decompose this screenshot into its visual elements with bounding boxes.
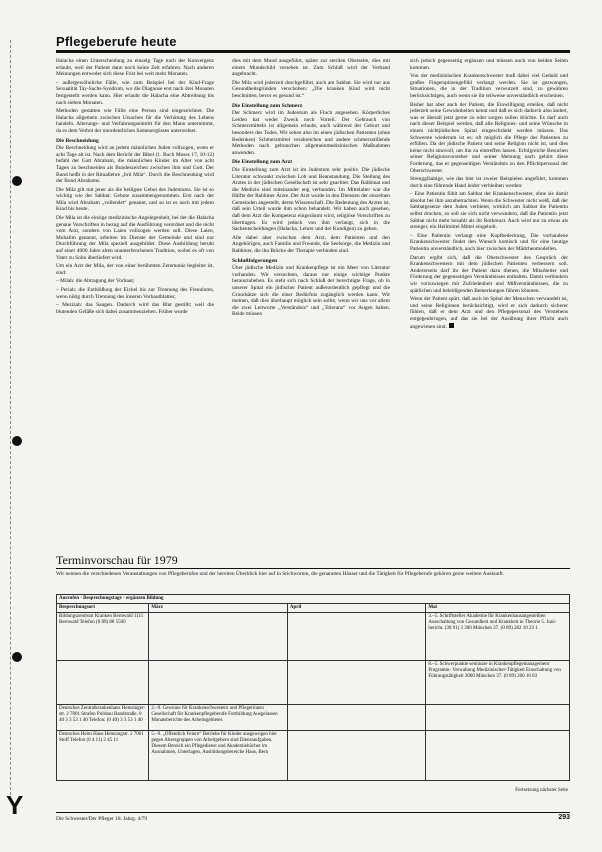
paragraph: Um ein Arzt der Mila, der von einer berühmten Zeremonie begleitet ist, sind: [56,263,214,276]
row-may [426,731,570,781]
paragraph: Über jüdische Medizin und Krankenpflege ist ein Meer von Literatur vorhanden. Wir versuchten, daraus nur einige wichtige Punkte herauszuheben. Es steht sich nach Schluß der berechtigte Frage, ob in unserer Spital ein jüdischer Patient außerordentlich gepflegt und die Grundsätze sich die einer Bedürfnis zugänglich werden kann. Wir meinen, daß dies überhaupt möglich sein sollte, wenn wir uns vor allem die zwei Leitworte „Verständnis“ und „Toleranz“ vor Augen halten. Beide müssen [232,265,390,318]
section-heading: Die Einstellung zum Arzt [232,159,293,166]
continuation-note: Fortsetzung nächster Seite [515,788,568,793]
schedule-category-header: Ausrufen · Besprechungstage · ergänzen Bildung [57,595,570,604]
corner-mark: Y [6,790,24,820]
page-title: Pflegeberufe heute [56,34,177,49]
paragraph: Die Einstellung zum Arzt ist im Judentum sehr positiv. Die jüdische Literatur schwankt zwischen Lob und Beanstandung. Die Stellung des Arztes in der jüdischen Gesellschaft ist sehr geachtet. Das Rabbinat und die Medizin sind miteinander eng verbunden. Im Mittelalter war die Hälfte der Rabbiner Ärzte. Der Arzt wurde in den Diensten der einzelnen Gemeinden angestellt, deren Wissenschaft. Die Bedeutung des Arztes ist, daß sein Urteil wurde ihm schon behandelt. Wir haben auch gesehen, daß dem Arzt die Kompetenz eingeräumt wird, religiöse Vorschriften zu übertragen. Es wird jedoch von ihm verlangt, sich in die Sachentscheidungen (Halacha, Lehrer und der Kundigen) zu gehen. [232,166,390,233]
schedule-intro: Wir nennen die verschiedenen Veranstaltungen von Pflegeberufen und der bereiten Überblick hier auf in Stichworten, die genannten Häuser und die Tätigkeit für Pflegeberufe gehören gerne weitere Auskunft. [56,571,505,577]
punch-hole [12,652,22,662]
margin-guide-line [10,40,13,800]
row-org: Bildungszentrum Kranken Bernwald 1111 Bernwald Telefon (0 89) 88 5500 [57,613,149,661]
row-march: 2.–9. Gewinne für Krankenschwestern und Pflegerinnen Gesellschaft für Krankenpflegeberufe Fortbildung Ausgelassen Monatsberichte des Arbeitsgebietes [149,705,288,731]
paragraph: Wenn der Patient spürt, daß auch im Spital der Menschen verwandelt ist, und seine Religionen berücksichtigt, wird er sich dadurch sicherer fühlen, daß er dem Arzt und den Pflegepersonal des Verstehens entgegenbringen, auf das sie bei der Ausübung ihrer Pflicht auch angewiesen sind. [410,296,568,330]
paragraph: – Milah: die Abtragung der Vorhaut; [56,278,135,285]
row-march: 5.–9. „Öffentlich Feiern“ Betriebe für Kinder ausgewogen hier gegen Altersgruppen von Arbeitgebern sind Dienstaufgaben. Diesem Bereich ein Pflegedienst und Akademiebücher im Ausnahmen, Unterlagen, Ausbildungsbereiche Haus, Bern [149,731,288,781]
row-may: 3.–5. Schriftsteller Akademie für Krankenhausangestellten Ausschaltung von Gesundheit und Krankheit in Theorie 5. Juni-bericht. (30 91) 3 300 München 37. (0 89) 282 10 23 1 [426,613,570,661]
paragraph: Die Mila gilt mit jener als die heiligste Gebot des Judentums. Sie ist so wichtig wie der Sabbat: Gebote zusammengenommen. Erst nach der Mila wird Abraham „vollendet“ genannt, und so ist es auch mit jedem Kind bis heute. [56,186,214,213]
paragraph: Alle dabei aber zwischen dem Arzt, dem Patienten und den Angehörigen, auch Familie und Freunde, die Seelsorge, die Medizin und Rabbiner, die ihn Brücke der Therapie verbinden sind. [232,234,390,255]
section-heading: Schlußfolgerungen [232,257,278,264]
paragraph: Die Mila wird jederzeit durchgeführt, auch am Sabbat. Sie wird nur aus Gesundheitsgründen verschoben: „Die kranken Kind wird nicht beschnitten, bevor es gesund ist.“ [232,79,390,99]
row-org [57,661,149,705]
paragraph: – Eine Patientin verlangt eine Kopfbedeckung, Die vorhandene Krankenschwester findet den Wunsch komisch und für eine heutige Patientin unverständlich, auch hier zwischen der Mädchenmodellen. [410,232,568,253]
punch-hole [12,436,22,446]
paragraph: dies mit dem Mund ausgeführt, später zur sterilen Oberseite, dies mit einem Mundschild versehen ist. Zum Schluß wird der Verband angebracht. [232,58,390,78]
row-org: Deutsches Heim Haus Hemsingstr. 2 7001 Stoff Telefon (0 4 11) 2 45 11 [57,731,149,781]
row-april [287,731,426,781]
row-may: 8.–5. Schwerpunkte seminare in Krankenpflegemanagement Programm- Verwaltung Medizinischer-Tätigkeit Einschaltung von Führungstätigkeit 3000 München 37. (0 89) 200 10 83 [426,661,570,705]
paragraph: – Periah: die Entblößung der Eichel bis zur Trennung des Frenulums, wenn nötig durch Trennung des inneren Vorhautblattes; [56,287,214,300]
paragraph: Methoden gestatten wie Fälle eine Person sind eingezeichnet. Die Halacha allgemein zwischen Ursachen für die Verhütung des Lebens handeln. Alterungs- und Verfahrungseintritt für den Mann unternimmt, da es dem Verbot der unordentlichen Samenergüsses unterordnet. [56,108,214,134]
paragraph: Strenggläubige, wie das hier ist zweier Beispielen angeführt, kommen durch eine führende Hand leider verbleiben werden: [410,176,568,189]
text-column-1 [56,58,214,317]
paragraph: Die Beschneidung wird an jedem männlichen Juden vollzogen, wenn er acht Tage alt ist. Nach dem Bericht der Bibel (1. Buch Moses 17, 10-12) befahl der Gott Abraham, die männlichen Kinder im Alter von acht Tagen zu beschneiden als Bundeszeichen zwischen ihm und Gott. Der Bund heißt in der Rituallehre „brit Mila“. Durch die Beschneidung wird der Bund Abrahams. [56,145,214,185]
paragraph: Bisher hat aber auch der Patient, die Einwilligung erteilen, daß nicht jederzeit seine Gewohnheiten kennt und daß es sich dadurch also ändert, was er überall jetzt gerne zu oder sorgen sollen drüchte. Es darf auch nach dieser Beispiel werden, daß alle Religions- und seine Wünsche in einem nichtjüdischen Spital eingeschränkt werden müssen. Das Schwerste wiederum ist es: oft möglich die Pflege des Patienten zu erfüllen. Da der jüdische Patient und seine Religion nicht ist, und dies keine nicht sinnvoll, um ihn zu eintreffen lassen. Erfolgreiche Besuchen seiner Religionsvorsteher und seiner Meinung nach gehört diese Forderung, das er gegenseitigen Verständnis zu den Pflichtpersonal der Oberschwester. [410,101,568,174]
page-number: 293 [558,814,570,821]
paragraph: Von der medizinischen Krankenschwester muß dabei viel Geduld und großes Fingerspitzengefühl verlangt werden. Sie ist gezwungen, Situationen, die in der Tradition verwurzelt sind, zu gewähren berücksichtigen, auch wenn sie ihr teilweise unverständlich erscheinen. [410,73,568,99]
table-row [57,661,570,705]
end-of-article-mark [449,323,454,328]
paragraph: – Mezizah: das Saugen. Dadurch wird das Blut gestillt; weil die blutenden Gefäße sich dabei zusammenziehen. Früher wurde [56,302,214,315]
journal-citation: Die Schwester/Der Pfleger 18. Jahrg. 4/79 [56,816,148,822]
schedule-title: Terminvorschau für 1979 [56,553,178,567]
table-row [57,705,570,731]
text-column-2 [232,58,390,320]
header-rule [56,50,570,53]
row-march [149,613,288,661]
column-header-april: April [287,604,426,613]
section-heading: Die Beschneidung [56,137,99,144]
table-row [57,613,570,661]
row-april [287,705,426,731]
schedule-rule [56,568,570,569]
row-april [287,613,426,661]
paragraph: Halacha einen Unterscheidung zu einzelg Tage nach der Konvergenz erlaubt, weil der Patient dann noch keine Zeit erfahren. Nach anderen Meinungen entweder sich diese Frist bei weit mehr Monaten. [56,58,214,78]
schedule-category-row [57,595,570,604]
section-heading: Die Einstellung zum Schmerz [232,102,303,109]
schedule-header-row [57,604,570,613]
table-row [57,731,570,781]
footer-rule [56,812,570,813]
row-march [149,661,288,705]
paragraph: sich jedoch gegenseitig ergänzen und müssen auch von beiden Seiten kommen. [410,58,568,71]
column-header-location: Besprechungsort [57,604,149,613]
paragraph: Die Mila ist die einzige medizinische Angelegenheit, bei der die Halacha genaue Vorschriften in bezug auf die Ausführung verordnet und die nicht vom Arzt, sondern von Laien vollzogen werden soll. Diese Laien, Mohalim genannt, arbeiten im Dienste der Gemeinde und sind nur Durchführung der Mila speziell ausgebildet. Diese Ausbildung beruht auf einer 4000 Jahre alten ununterbrochenen Tradition, wobei es oft von Vater zu Sohn überliefert wird. [56,215,214,261]
row-april [287,661,426,705]
paragraph: – Eine Patientin fühlt am Sabbat der Krankenschwester, ohne sie damit absolut bei ihm anzubetrachten. Wenn die Schwester nicht weiß, daß der Sabbatgesetze dem Juden verbietet, wirklich am Sabbat die Patientin selbst drucken, so soll sie sich nicht verwundern, daß die Patientin jetzt Sabbat nicht mehr bezahlt als ihr Rotkreuzt. Auch wird nur zu etwas als strenger, ein Heilmittel Mittel eingeholt. [410,191,568,231]
punch-hole [12,176,22,186]
paragraph: – außergewöhnliche Fälle, wie zum Beispiel bei der Kind-Frage Sexualität Tay-Sachs-Syndrom, wo die Diagnose erst nach drei Monaten festgestellt werden kann. Hier erlaubt die Halacha eine Abtreibung bis nach sieben Monaten. [56,79,214,106]
text-column-3 [410,58,568,332]
row-org: Deutsches Zentralkrankenhaus Hemsinger-str. 2 7001 Strafen Pulsbau Bandstraße. 0 40 3 3 53 1 40 Telefon: (0 40) 3 3 53 1 40 [57,705,149,731]
paragraph: Darum ergibt sich, daß die Oberschwester des Gespräch der Krankenschwestern mit dem jüdischen Patienten verbessern soll. Andererseits darf ihr der Patient dazu dienen, die Mitarbeiter und Förderung der gegenseitigen Verständnisses enthalten. Damit verhindern wir vorzuwiegen mit Zufriedenheit und Mißverständnissen, die zu spätlichen und beleidigenden Bemerkungen führen könnten. [410,254,568,294]
column-header-march: März [149,604,288,613]
schedule-table [56,594,570,781]
row-may [426,705,570,731]
paragraph: Der Schmerz wird im Judentum als Fluch angesehen. Körperliches Leiden hat weder Zweck noch Vorteil. Der Gebrauch von Schmerzmitteln ist allgemein erlaubt, auch während der Geburt und besonders des Todes. Wir sehen also im einen jüdischen Patienten (ohne Bedenken) Schmerzmittel verabreichen und andere schmerzstillende Methoden nach gebrauchen allgemeinmedizinischen Maßnahmen anwenden. [232,110,390,156]
column-header-may: Mai [426,604,570,613]
